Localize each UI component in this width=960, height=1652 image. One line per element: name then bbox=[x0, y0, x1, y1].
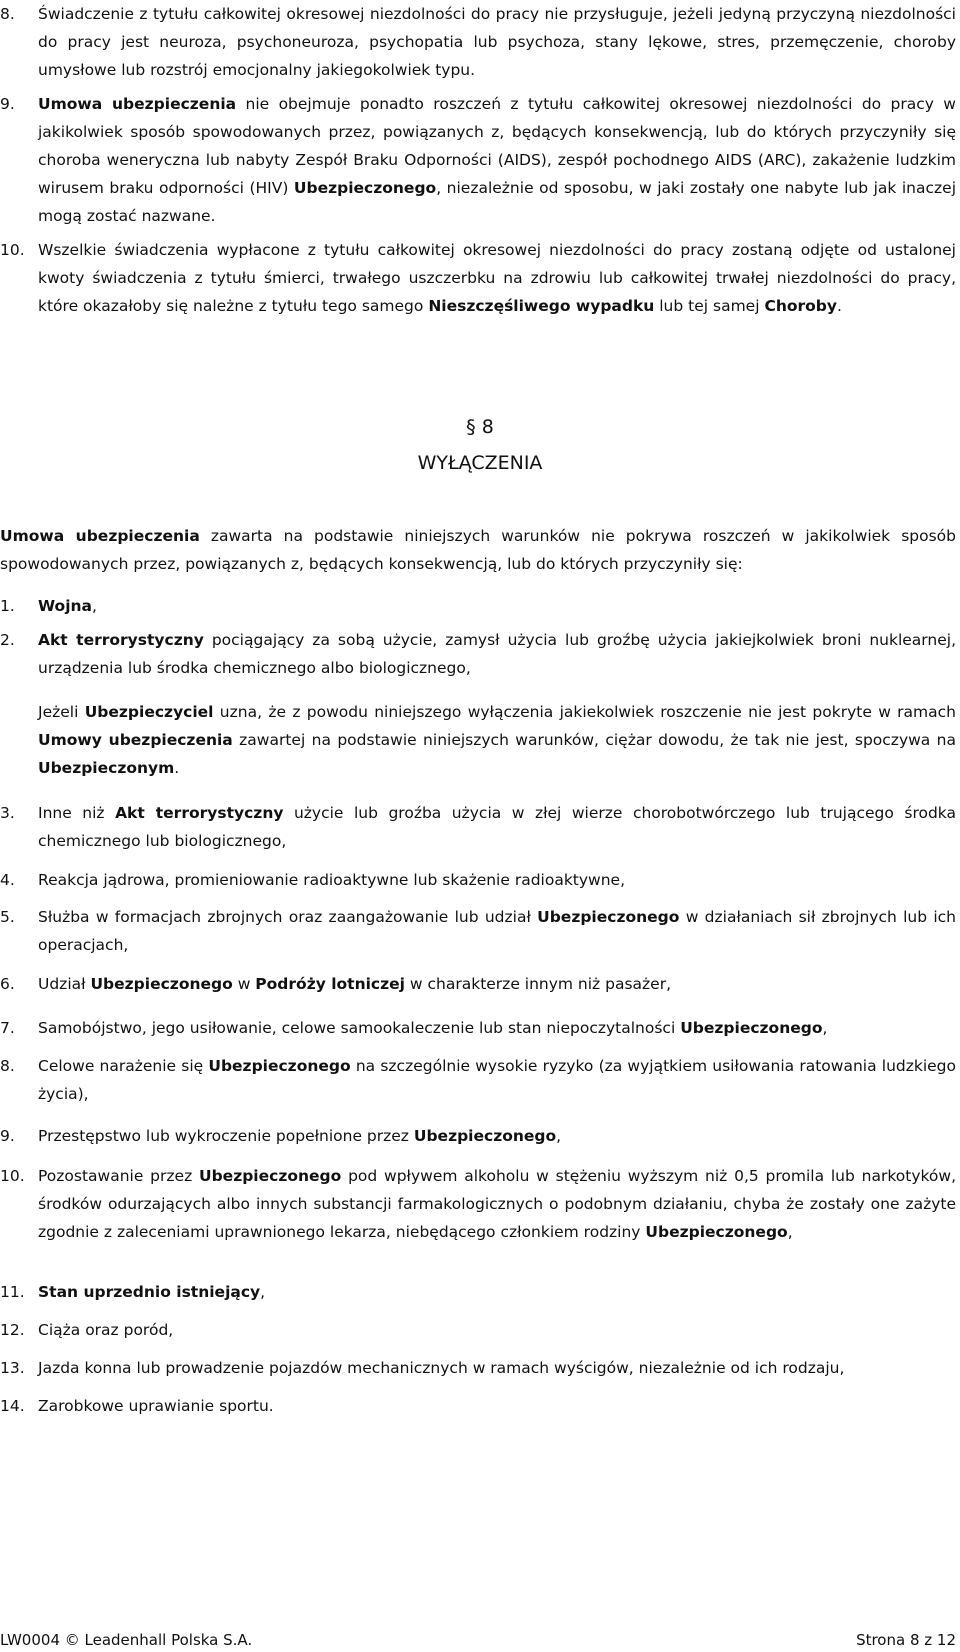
section-symbol: § 8 bbox=[466, 416, 494, 438]
footer-copyright: LW0004 © Leadenhall Polska S.A. bbox=[0, 1631, 253, 1649]
exclusion-item-9 bbox=[0, 1122, 956, 1150]
list-text: Jazda konna lub prowadzenie pojazdów mechanicznych w ramach wyścigów, niezależnie od ich rodzaju, bbox=[38, 1359, 845, 1377]
exclusion-item-6 bbox=[0, 970, 956, 998]
list-number: 12. bbox=[0, 1321, 25, 1339]
list-text: Ciąża oraz poród, bbox=[38, 1321, 174, 1339]
list-text: Reakcja jądrowa, promieniowanie radioaktywne lub skażenie radioaktywne, bbox=[38, 871, 626, 889]
page-footer bbox=[0, 1630, 956, 1650]
list-text: Wojna, bbox=[38, 597, 97, 615]
list-number: 8. bbox=[0, 1057, 15, 1075]
intro-paragraph: Umowa ubezpieczenia zawarta na podstawie niniejszych warunków nie pokrywa roszczeń w jakikolwiek sposób spowodowanych przez, powiązanych z, będących konsekwencją, lub do których przyczyniły się: bbox=[0, 527, 956, 573]
exclusion-item-1 bbox=[0, 592, 956, 620]
exclusion-note: Jeżeli Ubezpieczyciel uzna, że z powodu niniejszego wyłączenia jakiekolwiek roszczenie nie jest pokryte w ramach Umowy ubezpieczenia zawartej na podstawie niniejszych warunków, ciężar dowodu, że tak nie jest, spoczywa na Ubezpieczonym. bbox=[38, 703, 956, 777]
exclusion-item-10 bbox=[0, 1162, 956, 1246]
exclusion-item-3 bbox=[0, 799, 956, 855]
list-text: Udział Ubezpieczonego w Podróży lotniczej w charakterze innym niż pasażer, bbox=[38, 975, 672, 993]
list-item-9 bbox=[0, 90, 956, 230]
list-number: 10. bbox=[0, 241, 25, 259]
list-number: 10. bbox=[0, 1167, 25, 1185]
list-number: 14. bbox=[0, 1397, 25, 1415]
exclusion-item-11 bbox=[0, 1278, 956, 1306]
list-text: Stan uprzednio istniejący, bbox=[38, 1283, 266, 1301]
exclusion-item-14 bbox=[0, 1392, 956, 1420]
list-text: Wszelkie świadczenia wypłacone z tytułu całkowitej okresowej niezdolności do pracy zostaną odjęte od ustalonej kwoty świadczenia z tytułu śmierci, trwałego uszczerbku na zdrowiu lub całkowitej trwałej niezdolności do pracy, które okazałoby się należne z tytułu tego samego Nieszczęśliwego wypadku lub tej samej Choroby. bbox=[38, 241, 956, 315]
exclusion-item-7 bbox=[0, 1014, 956, 1042]
list-text: Akt terrorystyczny pociągający za sobą użycie, zamysł użycia lub groźbę użycia jakiejkolwiek broni nuklearnej, urządzenia lub środka chemicznego albo biologicznego, bbox=[38, 631, 956, 677]
list-number: 6. bbox=[0, 975, 15, 993]
list-number: 7. bbox=[0, 1019, 15, 1037]
list-text: Przestępstwo lub wykroczenie popełnione przez Ubezpieczonego, bbox=[38, 1127, 562, 1145]
list-text: Samobójstwo, jego usiłowanie, celowe samookaleczenie lub stan niepoczytalności Ubezpieczonego, bbox=[38, 1019, 828, 1037]
list-number: 1. bbox=[0, 597, 15, 615]
exclusion-item-13 bbox=[0, 1354, 956, 1382]
list-number: 4. bbox=[0, 871, 15, 889]
list-text: Inne niż Akt terrorystyczny użycie lub groźba użycia w złej wierze chorobotwórczego lub trującego środka chemicznego lub biologicznego, bbox=[38, 804, 956, 850]
list-number: 8. bbox=[0, 5, 15, 23]
list-number: 11. bbox=[0, 1283, 25, 1301]
exclusion-item-8 bbox=[0, 1052, 956, 1108]
list-number: 13. bbox=[0, 1359, 25, 1377]
list-number: 3. bbox=[0, 804, 15, 822]
list-text: Służba w formacjach zbrojnych oraz zaangażowanie lub udział Ubezpieczonego w działaniach sił zbrojnych lub ich operacjach, bbox=[38, 908, 956, 954]
exclusion-item-4 bbox=[0, 866, 956, 894]
list-text: Zarobkowe uprawianie sportu. bbox=[38, 1397, 274, 1415]
list-item-8 bbox=[0, 0, 956, 84]
exclusion-item-2 bbox=[0, 626, 956, 682]
list-number: 9. bbox=[0, 95, 15, 113]
list-number: 5. bbox=[0, 908, 15, 926]
exclusion-item-12 bbox=[0, 1316, 956, 1344]
list-text: Pozostawanie przez Ubezpieczonego pod wpływem alkoholu w stężeniu wyższym niż 0,5 promila lub narkotyków, środków odurzających albo innych substancji farmakologicznych o podobnym działaniu, chyba że zostały one zażyte zgodnie z zaleceniami uprawnionego lekarza, niebędącego członkiem rodziny Ubezpieczonego, bbox=[38, 1167, 957, 1241]
page-number: Strona 8 z 12 bbox=[856, 1631, 956, 1649]
list-text: Świadczenie z tytułu całkowitej okresowej niezdolności do pracy nie przysługuje, jeżeli jedyną przyczyną niezdolności do pracy jest neuroza, psychoneuroza, psychopatia lub psychoza, stany lękowe, stres, przemęczenie, choroby umysłowe lub rozstrój emocjonalny jakiegokolwiek typu. bbox=[38, 5, 956, 79]
section-title: WYŁĄCZENIA bbox=[417, 452, 543, 474]
exclusion-item-5 bbox=[0, 903, 956, 959]
list-number: 9. bbox=[0, 1127, 15, 1145]
list-item-10 bbox=[0, 236, 956, 320]
list-text: Umowa ubezpieczenia nie obejmuje ponadto roszczeń z tytułu całkowitej okresowej niezdolności do pracy w jakikolwiek sposób spowodowanych przez, powiązanych z, będących konsekwencją, lub do których przyczyniły się choroba weneryczna lub nabyty Zespół Braku Odporności (AIDS), zespół pochodnego AIDS (ARC), zakażenie ludzkim wirusem braku odporności (HIV) Ubezpieczonego, niezależnie od sposobu, w jaki zostały one nabyte lub jak inaczej mogą zostać nazwane. bbox=[38, 95, 956, 225]
list-text: Celowe narażenie się Ubezpieczonego na szczególnie wysokie ryzyko (za wyjątkiem usiłowania ratowania ludzkiego życia), bbox=[38, 1057, 957, 1103]
list-number: 2. bbox=[0, 631, 15, 649]
